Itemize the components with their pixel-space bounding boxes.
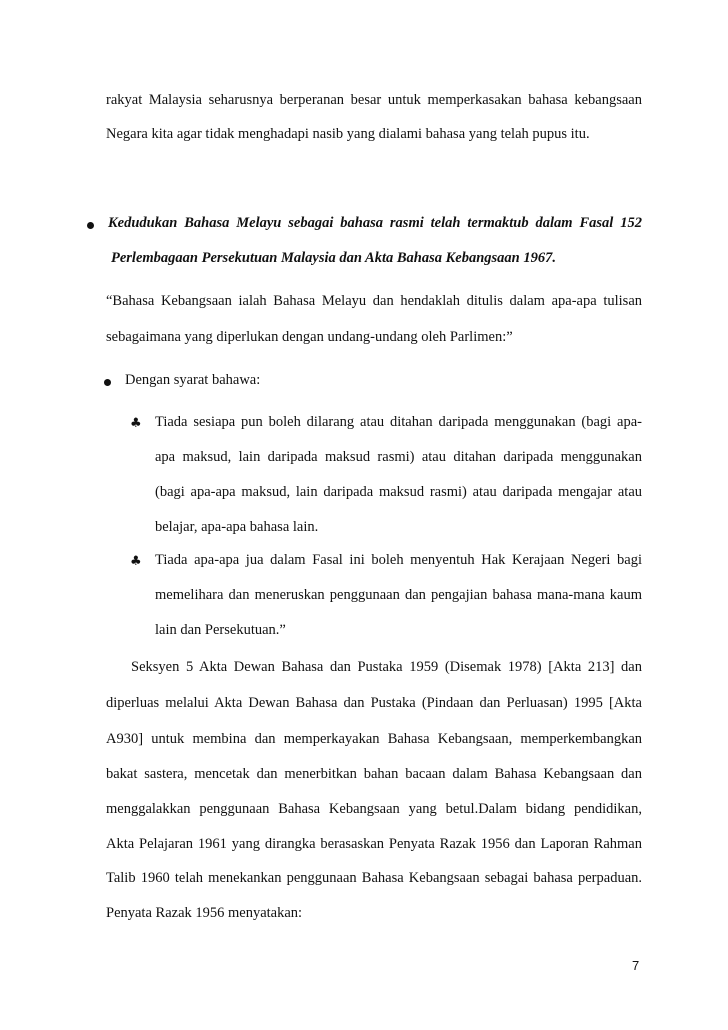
heading-bullet [87,222,94,229]
sub-bullet-text: Dengan syarat bahawa: [125,372,261,388]
para-line-8: Penyata Razak 1956 menyatakan: [106,905,303,921]
sub-bullet-dot [104,379,111,386]
intro-line-2: Negara kita agar tidak menghadapi nasib yang dialami bahasa yang telah pupus itu. [106,126,590,142]
clause2-line-3: lain dan Persekutuan.” [155,622,286,638]
para-line-7: Talib 1960 telah menekankan penggunaan Bahasa Kebangsaan sebagai bahasa perpaduan. [106,870,642,886]
para-line-3: A930] untuk membina dan memperkayakan Bahasa Kebangsaan, memperkembangkan [106,731,642,747]
heading-line-2: Perlembagaan Persekutuan Malaysia dan Akta Bahasa Kebangsaan 1967. [111,250,556,266]
clause2-line-2: memelihara dan meneruskan penggunaan dan pengajian bahasa mana-mana kaum [155,587,642,603]
intro-line-1: rakyat Malaysia seharusnya berperanan besar untuk memperkasakan bahasa kebangsaan [106,92,642,108]
clause2-line-1: Tiada apa-apa jua dalam Fasal ini boleh menyentuh Hak Kerajaan Negeri bagi [155,552,642,568]
clause1-line-3: (bagi apa-apa maksud, lain daripada maksud rasmi) atau daripada mengajar atau [155,484,642,500]
para-line-4: bakat sastera, mencetak dan menerbitkan bahan bacaan dalam Bahasa Kebangsaan dan [106,766,642,782]
clause1-line-4: belajar, apa-apa bahasa lain. [155,519,319,535]
heading-line-1: Kedudukan Bahasa Melayu sebagai bahasa rasmi telah termaktub dalam Fasal 152 [108,215,642,231]
para-line-5: menggalakkan penggunaan Bahasa Kebangsaan yang betul.Dalam bidang pendidikan, [106,801,642,817]
page-number: 7 [632,958,640,973]
clause1-line-2: apa maksud, lain daripada maksud rasmi) atau ditahan daripada menggunakan [155,449,642,465]
quote-line-1: “Bahasa Kebangsaan ialah Bahasa Melayu dan hendaklah ditulis dalam apa-apa tulisan [106,293,642,309]
club-bullet-icon: ♣ [130,554,142,569]
para-line-2: diperluas melalui Akta Dewan Bahasa dan Pustaka (Pindaan dan Perluasan) 1995 [Akta [106,695,642,711]
para-line-1: Seksyen 5 Akta Dewan Bahasa dan Pustaka 1959 (Disemak 1978) [Akta 213] dan [131,659,642,675]
club-bullet-icon: ♣ [130,416,142,431]
clause1-line-1: Tiada sesiapa pun boleh dilarang atau ditahan daripada menggunakan (bagi apa- [155,414,642,430]
quote-line-2: sebagaimana yang diperlukan dengan undang-undang oleh Parlimen:” [106,329,513,345]
para-line-6: Akta Pelajaran 1961 yang dirangka berasaskan Penyata Razak 1956 dan Laporan Rahman [106,836,642,852]
